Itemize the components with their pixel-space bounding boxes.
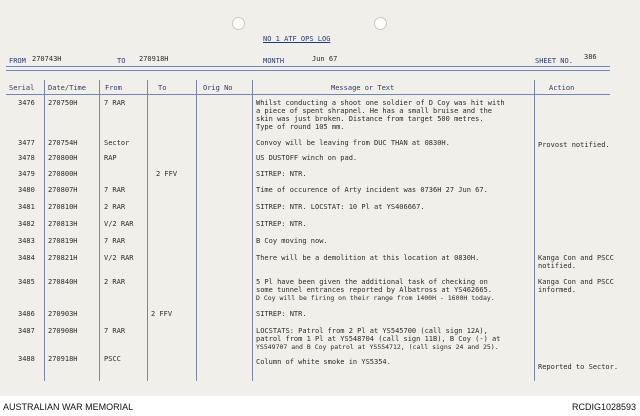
row-serial: 3480 <box>18 186 35 194</box>
row-time: 270810H <box>48 203 78 211</box>
row-message-line: Convoy will be leaving from DUC THAN at 0830H. <box>256 139 450 147</box>
col-action: Action <box>549 84 575 92</box>
row-from: 2 RAR <box>104 278 126 286</box>
punch-hole-right <box>374 17 387 30</box>
row-from: 7 RAR <box>104 237 126 245</box>
row-message-line: YS549707 and B Coy patrol at YS554712, (call signs 24 and 25). <box>256 343 499 351</box>
row-message-line: SITREP: NTR. <box>256 170 307 178</box>
col-datetime: Date/Time <box>48 84 86 92</box>
row-time: 270800H <box>48 154 78 162</box>
column-divider <box>99 80 100 381</box>
row-time: 270800H <box>48 170 78 178</box>
row-serial: 3477 <box>18 139 35 147</box>
row-serial: 3482 <box>18 220 35 228</box>
archive-name: AUSTRALIAN WAR MEMORIAL <box>3 402 134 412</box>
row-serial: 3479 <box>18 170 35 178</box>
row-message-line: B Coy moving now. <box>256 237 328 245</box>
archive-footer <box>0 396 640 416</box>
row-serial: 3487 <box>18 327 35 335</box>
from-value: 270743H <box>32 55 62 63</box>
row-message-line: a piece of spent shrapnel. He has a small bruise and the <box>256 107 493 115</box>
row-message-line: US DUSTOFF winch on pad. <box>256 154 358 162</box>
row-from: 7 RAR <box>104 99 126 107</box>
row-message-line: Type of round 105 mm. <box>256 123 345 131</box>
row-serial: 3488 <box>18 355 35 363</box>
row-from: 7 RAR <box>104 327 126 335</box>
row-message-line: LOCSTATS: Patrol from 2 Pl at YS545700 (call sign 12A), <box>256 327 488 335</box>
row-serial: 3485 <box>18 278 35 286</box>
header-rule <box>6 70 610 71</box>
row-serial: 3476 <box>18 99 35 107</box>
row-message-line: Column of white smoke in YS5354. <box>256 358 391 366</box>
row-action-line: informed. <box>538 286 576 294</box>
row-time: 270821H <box>48 254 78 262</box>
row-time: 270908H <box>48 327 78 335</box>
col-orig-no: Orig No <box>203 84 233 92</box>
col-to: To <box>158 84 167 92</box>
column-header-rule <box>6 94 610 95</box>
row-message-line: skin was just broken. Distance from target 500 metres. <box>256 115 484 123</box>
month-value: Jun 67 <box>312 55 338 63</box>
row-time: 270754H <box>48 139 78 147</box>
log-title: NO 1 ATF OPS LOG <box>263 35 331 43</box>
row-from: PSCC <box>104 355 121 363</box>
col-from: From <box>105 84 122 92</box>
sheet-label: SHEET NO. <box>535 57 573 65</box>
row-serial: 3486 <box>18 310 35 318</box>
row-message-line: Time of occurence of Arty incident was 0736H 27 Jun 67. <box>256 186 488 194</box>
row-serial: 3481 <box>18 203 35 211</box>
row-action-line: notified. <box>538 262 576 270</box>
row-message-line: 5 Pl have been given the additional task of checking on <box>256 278 488 286</box>
row-time: 270819H <box>48 237 78 245</box>
row-serial: 3478 <box>18 154 35 162</box>
row-from: V/2 RAR <box>104 254 134 262</box>
archive-reference: RCDIG1028593 <box>571 402 636 412</box>
col-serial: Serial <box>9 84 35 92</box>
column-divider <box>196 80 197 381</box>
from-label: FROM <box>9 57 26 65</box>
month-label: MONTH <box>263 57 285 65</box>
row-from: V/2 RAR <box>104 220 134 228</box>
row-time: 270813H <box>48 220 78 228</box>
column-divider <box>534 80 535 381</box>
row-action-line: Provost notified. <box>538 141 610 149</box>
row-action-line: Reported to Sector. <box>538 363 619 371</box>
to-value: 270918H <box>139 55 169 63</box>
row-message-line: patrol from 1 Pl at YS548704 (call sign 11B), B Coy (-) at <box>256 335 501 343</box>
row-serial: 3483 <box>18 237 35 245</box>
row-serial: 3484 <box>18 254 35 262</box>
row-time: 270750H <box>48 99 78 107</box>
row-from: Sector <box>104 139 130 147</box>
row-from: 7 RAR <box>104 186 126 194</box>
row-action-line: Kanga Con and PSCC <box>538 278 614 286</box>
row-time: 270918H <box>48 355 78 363</box>
row-message-line: There will be a demolition at this location at 0830H. <box>256 254 480 262</box>
row-message-line: Whilst conducting a shoot one soldier of D Coy was hit with <box>256 99 505 107</box>
header-rule <box>6 66 610 67</box>
row-time: 270840H <box>48 278 78 286</box>
row-message-line: SITREP: NTR. <box>256 310 307 318</box>
col-message: Message or Text <box>331 84 395 92</box>
row-from: 2 RAR <box>104 203 126 211</box>
row-from: RAP <box>104 154 117 162</box>
column-divider <box>147 80 148 381</box>
row-to: 2 FFV <box>156 170 178 178</box>
punch-hole-left <box>232 17 245 30</box>
column-divider <box>252 80 253 381</box>
row-message-line: some tunnel entrances reported by Albatross at YS462665. <box>256 286 493 294</box>
row-message-line: SITREP: NTR. LOCSTAT: 10 Pl at YS406667. <box>256 203 425 211</box>
row-action-line: Kanga Con and PSCC <box>538 254 614 262</box>
column-divider <box>44 80 45 381</box>
row-message-line: SITREP: NTR. <box>256 220 307 228</box>
row-to: 2 FFV <box>151 310 173 318</box>
row-message-line: D Coy will be firing on their range from 1400H - 1600H today. <box>256 294 495 302</box>
to-label: TO <box>117 57 126 65</box>
sheet-value: 386 <box>584 53 597 61</box>
row-time: 270807H <box>48 186 78 194</box>
row-time: 270903H <box>48 310 78 318</box>
